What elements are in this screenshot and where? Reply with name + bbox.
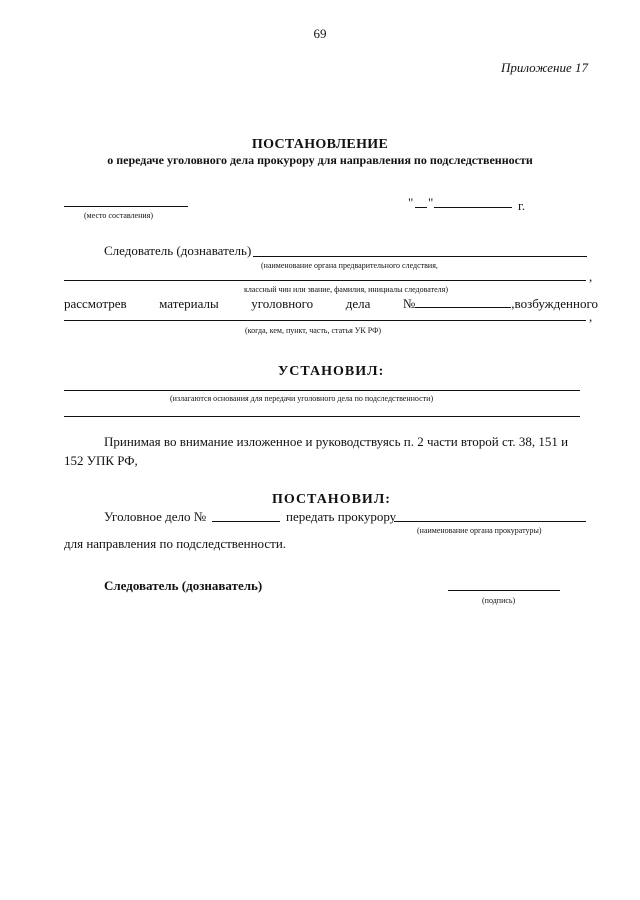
resolved-case-number-line[interactable]: [212, 521, 280, 522]
case-details-caption: (когда, кем, пункт, часть, статья УК РФ): [245, 326, 382, 335]
established-line-2[interactable]: [64, 416, 580, 417]
established-caption: (излагаются основания для передачи уголовного дела по подследственности): [170, 394, 434, 403]
signature-caption: (подпись): [482, 596, 516, 605]
place-field-caption: (место составления): [84, 211, 153, 220]
resolved-purpose: для направления по подследственности.: [64, 536, 287, 551]
document-subtitle: о передаче уголовного дела прокурору для направления по подследственности: [107, 153, 533, 167]
case-details-line[interactable]: [64, 320, 586, 321]
case-review-row: [64, 295, 598, 312]
date-suffix: г.: [518, 198, 526, 213]
prosecutor-office-caption: (наименование органа прокуратуры): [417, 526, 542, 535]
case-number-field[interactable]: [415, 295, 511, 308]
signature-label: Следователь (дознаватель): [104, 578, 263, 593]
investigator-comma-1: ,: [589, 269, 593, 284]
word-materials: материалы: [159, 296, 219, 311]
resolved-heading: ПОСТАНОВИЛ:: [272, 492, 391, 507]
investigator-org-line[interactable]: [253, 256, 587, 257]
established-heading: УСТАНОВИЛ:: [278, 364, 385, 379]
basis-paragraph-line-1: Принимая во внимание изложенное и руководствуясь п. 2 части второй ст. 38, 151 и: [104, 434, 569, 449]
date-day-line[interactable]: [415, 207, 427, 208]
case-number-sign: №: [402, 296, 416, 311]
word-reviewed: рассмотрев: [64, 296, 127, 311]
investigator-comma-2: ,: [589, 309, 593, 324]
investigator-rank-line[interactable]: [64, 280, 586, 281]
prosecutor-office-line[interactable]: [394, 521, 586, 522]
resolved-case-label: Уголовное дело №: [104, 509, 207, 524]
case-number-group: [403, 295, 598, 312]
date-month-year-line[interactable]: [434, 207, 512, 208]
established-line-1[interactable]: [64, 390, 580, 391]
word-criminal: уголовного: [251, 296, 314, 311]
document-title: ПОСТАНОВЛЕНИЕ: [251, 137, 389, 152]
investigator-rank-caption: классный чин или звание, фамилия, инициалы следователя): [244, 285, 448, 294]
date-quote-open: ": [408, 195, 414, 210]
place-field-line[interactable]: [64, 206, 188, 207]
basis-paragraph-line-2: 152 УПК РФ,: [64, 453, 138, 468]
word-opened: ,возбужденного: [511, 296, 598, 311]
resolved-transfer-label: передать прокурору: [286, 509, 397, 524]
investigator-label: Следователь (дознаватель): [104, 243, 252, 258]
investigator-org-caption: (наименование органа предварительного следствия,: [261, 261, 438, 270]
signature-line[interactable]: [448, 590, 560, 591]
page-number: 69: [313, 26, 327, 41]
word-case: дела: [345, 296, 371, 311]
date-quote-close: ": [428, 195, 434, 210]
appendix-label: Приложение 17: [500, 60, 588, 75]
